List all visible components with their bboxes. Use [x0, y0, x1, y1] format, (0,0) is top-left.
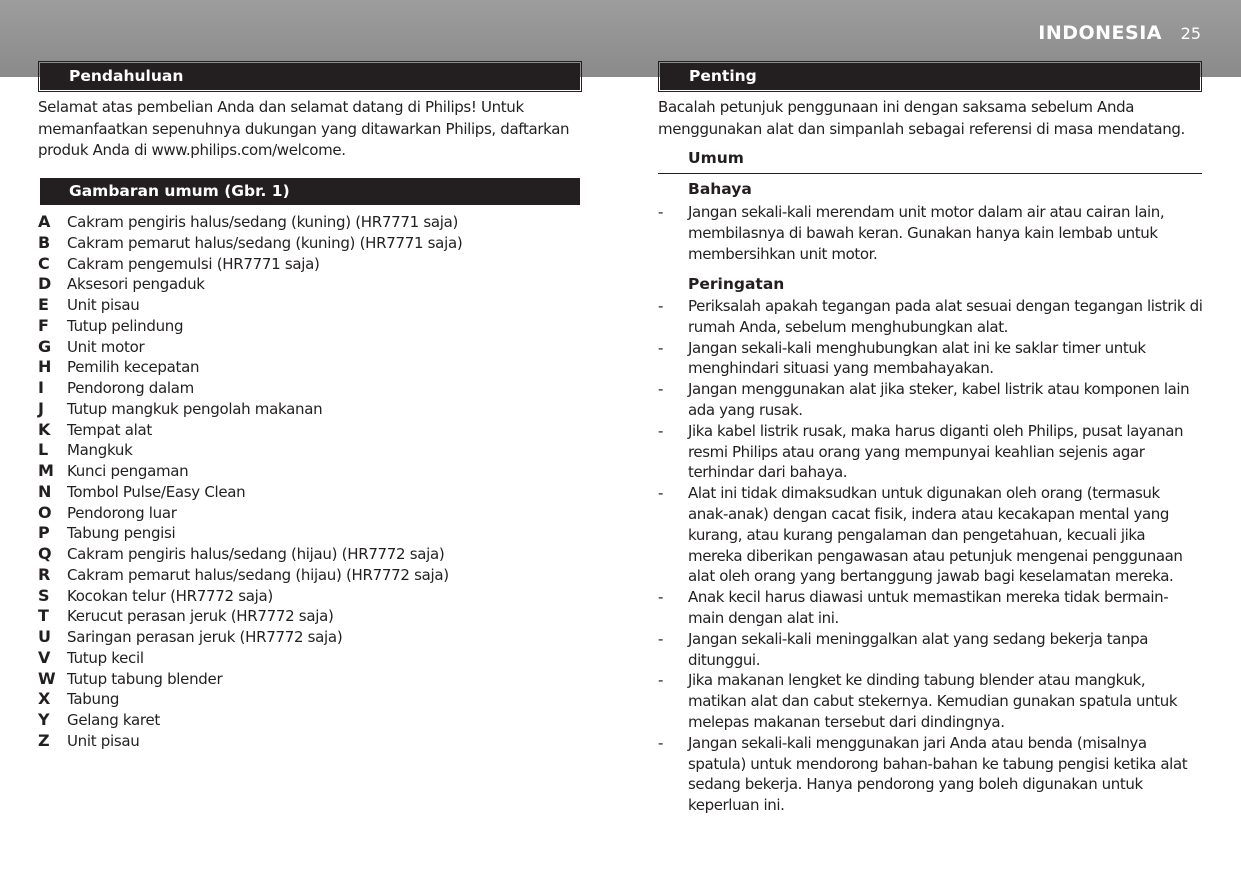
list-item: Z Unit pisau [38, 730, 140, 750]
section-title-introduction: Pendahuluan [40, 63, 580, 90]
list-item: Q Cakram pengiris halus/sedang (hijau) (HR7772 saja) [38, 544, 445, 563]
list-item: X Tabung [38, 689, 120, 709]
list-item: B Cakram pemarut halus/sedang (kuning) (HR7771 saja) [38, 232, 463, 252]
warning-heading: Peringatan [688, 275, 785, 293]
list-item: E Unit pisau [38, 295, 140, 314]
list-item: - Jangan sekali-kali menggunakan jari Anda atau benda (misalnya spatula) untuk mendorong bahan-bahan ke tabung pengisi ketika alat sedang bekerja. Hanya pendorong yang boleh digunakan untuk keperluan ini. [658, 733, 1188, 815]
list-item: U Saringan perasan jeruk (HR7772 saja) [38, 627, 343, 646]
list-item: K Tempat alat [38, 419, 152, 439]
danger-list [658, 202, 1203, 264]
important-text: Bacalah petunjuk penggunaan ini dengan saksama sebelum Anda menggunakan alat dan simpanlah sebagai referensi di masa mendatang. [658, 98, 1185, 138]
subsection-title-general: Umum [688, 149, 744, 167]
section-title-overview: Gambaran umum (Gbr. 1) [40, 178, 580, 205]
list-item: - Jika kabel listrik rusak, maka harus diganti oleh Philips, pusat layanan resmi Philips atau orang yang mempunyai keahlian sejenis agar terhindar dari bahaya. [658, 421, 1184, 482]
divider [658, 173, 1202, 174]
list-item: G Unit motor [38, 336, 145, 356]
list-item: M Kunci pengaman [38, 461, 189, 480]
list-item: L Mangkuk [38, 440, 133, 460]
list-item: - Jangan menggunakan alat jika steker, kabel listrik atau komponen lain ada yang rusak. [658, 380, 1190, 419]
page-number: 25 [1180, 24, 1201, 43]
list-item: D Aksesori pengaduk [38, 274, 205, 294]
list-item: R Cakram pemarut halus/sedang (hijau) (HR7772 saja) [38, 564, 449, 584]
list-item: Y Gelang karet [38, 710, 160, 729]
list-item: J Tutup mangkuk pengolah makanan [38, 398, 323, 418]
list-item: - Jangan sekali-kali merendam unit motor dalam air atau cairan lain, membilasnya di bawah keran. Gunakan hanya kain lembab untuk membersihkan unit motor. [658, 203, 1165, 263]
warning-list [658, 296, 1203, 816]
list-item: - Anak kecil harus diawasi untuk memastikan mereka tidak bermain-main dengan alat ini. [658, 588, 1169, 627]
list-item: F Tutup pelindung [38, 315, 184, 335]
list-item: I Pendorong dalam [38, 378, 194, 397]
language-label: INDONESIA [1038, 22, 1162, 44]
list-item: - Jika makanan lengket ke dinding tabung blender atau mangkuk, matikan alat dan cabut stekernya. Kemudian gunakan spatula untuk melepas makanan tersebut dari dindingnya. [658, 671, 1178, 731]
list-item: - Periksalah apakah tegangan pada alat sesuai dengan tegangan listrik di rumah Anda, sebelum menghubungkan alat. [658, 297, 1203, 336]
list-item: - Jangan sekali-kali meninggalkan alat yang sedang bekerja tanpa ditunggui. [658, 629, 1149, 669]
list-item: O Pendorong luar [38, 502, 177, 522]
list-item: N Tombol Pulse/Easy Clean [38, 481, 246, 501]
list-item: W Tutup tabung blender [38, 668, 223, 688]
list-item: V Tutup kecil [38, 647, 144, 667]
list-item: H Pemilih kecepatan [38, 357, 200, 377]
list-item: C Cakram pengemulsi (HR7771 saja) [38, 253, 320, 273]
list-item: A Cakram pengiris halus/sedang (kuning) (HR7771 saja) [38, 212, 459, 231]
section-title-important: Penting [660, 63, 1200, 90]
list-item: - Jangan sekali-kali menghubungkan alat ini ke saklar timer untuk menghindari situasi yang membahayakan. [658, 338, 1146, 378]
list-item: T Kerucut perasan jeruk (HR7772 saja) [38, 606, 334, 626]
list-item: P Tabung pengisi [38, 523, 176, 543]
list-item: - Alat ini tidak dimaksudkan untuk digunakan oleh orang (termasuk anak-anak) dengan cacat fisik, indera atau kecakapan mental yang kurang, atau kurang pengalaman dan pengetahuan, kecuali jika mereka diberikan pengawasan atau petunjuk mengenai penggunaan alat oleh orang yang bertanggung jawab bagi keselamatan mereka. [658, 484, 1183, 586]
introduction-text: Selamat atas pembelian Anda dan selamat datang di Philips! Untuk memanfaatkan sepenuhnya dukungan yang ditawarkan Philips, daftarkan produk Anda di www.philips.com/welcome. [38, 98, 570, 159]
overview-parts-list [38, 212, 578, 752]
danger-heading: Bahaya [688, 180, 752, 198]
list-item: S Kocokan telur (HR7772 saja) [38, 585, 273, 605]
